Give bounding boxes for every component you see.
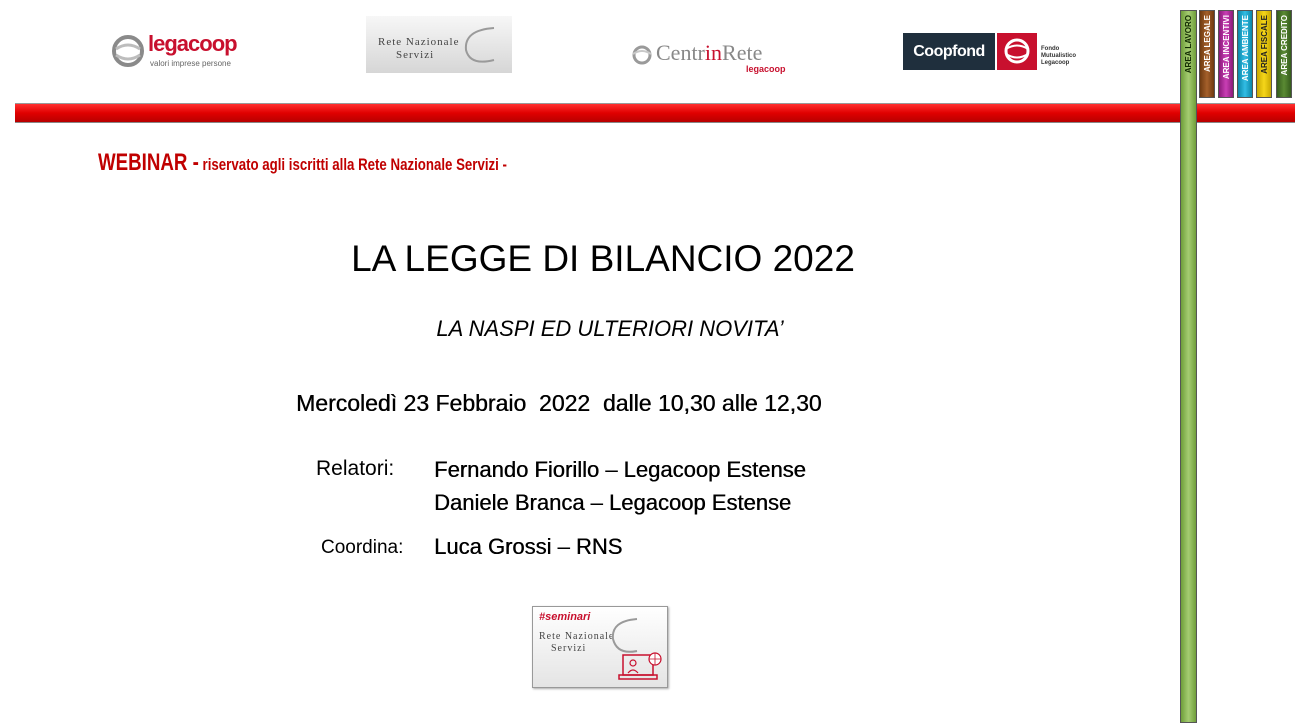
tab-area-credito-label: AREA CREDITO <box>1279 15 1289 76</box>
coopfond-text: Fondo Mutualistico Legacoop <box>1041 46 1077 66</box>
coordinator-label: Coordina: <box>321 537 404 558</box>
centrinrete-mark-icon <box>630 44 654 66</box>
header-red-bar <box>15 103 1295 123</box>
coopfond-mark <box>997 33 1037 70</box>
webinar-title: WEBINAR - <box>98 149 199 176</box>
seminari-line2: Servizi <box>551 643 587 654</box>
seminari-badge <box>532 606 668 688</box>
rns-line2: Servizi <box>396 49 435 61</box>
centrinrete-sub: legacoop <box>746 64 786 74</box>
webinar-subtitle: riservato agli iscritti alla Rete Nazionale Servizi - <box>198 155 507 174</box>
tab-area-lavoro[interactable] <box>1180 10 1197 723</box>
speaker-item: Daniele Branca – Legacoop Estense <box>434 490 792 515</box>
tab-area-incentivi[interactable] <box>1218 10 1234 98</box>
centrinrete-name: CentrinRete <box>656 40 763 65</box>
tab-area-incentivi-label: AREA INCENTIVI <box>1221 15 1231 80</box>
seminari-tag: #seminari <box>539 611 591 623</box>
rns-line1: Rete Nazionale <box>378 36 460 48</box>
rete-nazionale-servizi-logo <box>366 16 512 73</box>
tab-area-ambiente[interactable] <box>1237 10 1253 98</box>
coordinator-name: Luca Grossi – RNS <box>434 534 623 559</box>
rns-swirl-icon <box>454 20 504 70</box>
legacoop-logo <box>110 33 240 73</box>
legacoop-tagline: valori imprese persone <box>150 59 231 68</box>
page-subtitle: LA NASPI ED ULTERIORI NOVITA’ <box>436 316 784 341</box>
tab-area-ambiente-label: AREA AMBIENTE <box>1240 15 1250 82</box>
tab-area-fiscale[interactable] <box>1256 10 1272 98</box>
coopfond-mark-icon <box>997 33 1037 70</box>
speaker-item: Fernando Fiorillo – Legacoop Estense <box>434 457 806 482</box>
tab-area-legale-label: AREA LEGALE <box>1202 15 1212 73</box>
legacoop-mark-icon <box>110 33 146 69</box>
computer-speaker-icon <box>617 651 665 685</box>
webinar-heading <box>98 149 507 177</box>
legacoop-name: legacoop <box>148 31 237 56</box>
seminari-line1: Rete Nazionale <box>539 631 615 642</box>
tab-area-legale[interactable] <box>1199 10 1215 98</box>
speakers-label: Relatori: <box>316 457 395 480</box>
event-date: Mercoledì 23 Febbraio 2022 dalle 10,30 alle 12,30 <box>296 390 822 416</box>
tab-area-lavoro-label: AREA LAVORO <box>1184 15 1193 74</box>
coopfond-name: Coopfond <box>903 33 995 70</box>
page-title: LA LEGGE DI BILANCIO 2022 <box>351 238 855 279</box>
coopfond-logo <box>903 33 1083 71</box>
tab-area-fiscale-label: AREA FISCALE <box>1259 15 1269 74</box>
centrinrete-logo <box>630 40 790 80</box>
tab-area-credito[interactable] <box>1276 10 1292 98</box>
